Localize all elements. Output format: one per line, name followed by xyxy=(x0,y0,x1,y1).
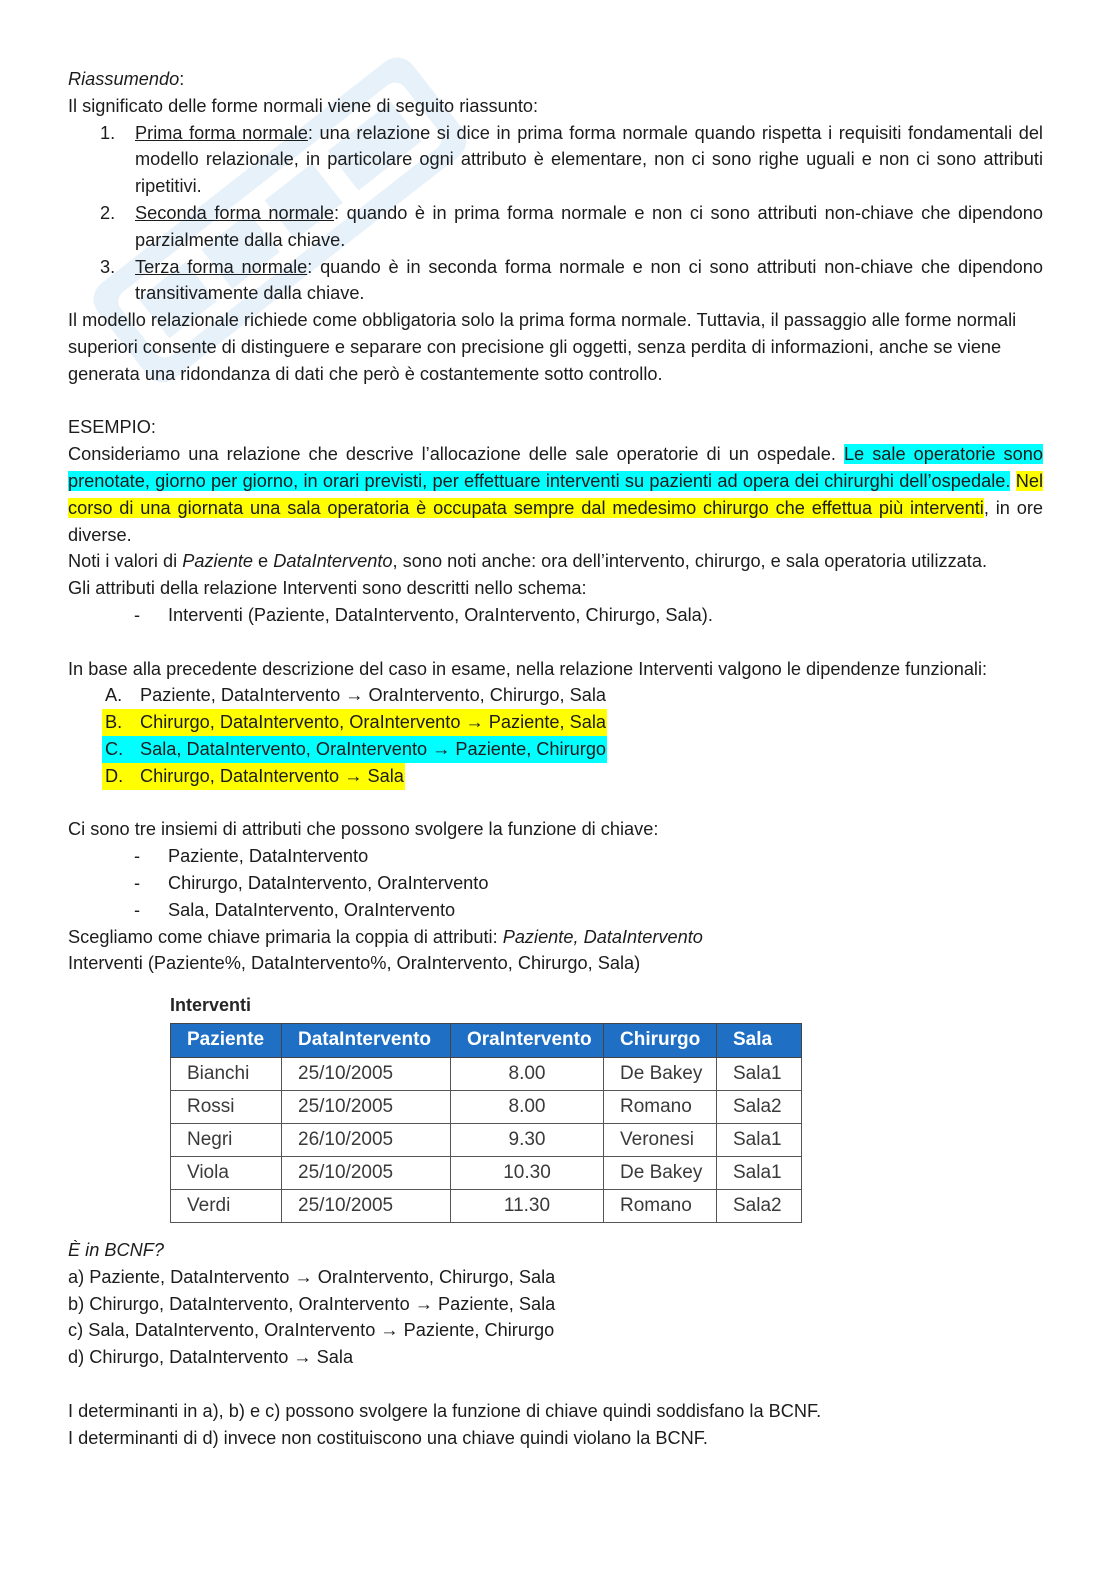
list-item xyxy=(68,736,1043,763)
keys-list xyxy=(68,843,1043,923)
form-name: Seconda forma normale xyxy=(135,202,335,223)
table-cell: 11.30 xyxy=(451,1190,604,1223)
column-header: Sala xyxy=(717,1024,802,1058)
table-row xyxy=(171,1190,802,1223)
bcnf-question: È in BCNF? xyxy=(68,1240,165,1261)
table-row xyxy=(171,1058,802,1091)
schema-list xyxy=(68,602,1043,629)
table-cell: 10.30 xyxy=(451,1157,604,1190)
example-heading: ESEMPIO: xyxy=(68,417,156,438)
table-row xyxy=(171,1091,802,1124)
table-cell: Veronesi xyxy=(604,1124,717,1157)
bcnf-item: c) Sala, DataIntervento, OraIntervento → Paziente, Chirurgo xyxy=(68,1320,555,1341)
table-cell: 25/10/2005 xyxy=(282,1091,451,1124)
table-cell: Sala1 xyxy=(717,1157,802,1190)
table-cell: Verdi xyxy=(171,1190,282,1223)
normal-forms-list xyxy=(68,120,1043,308)
table-cell: 25/10/2005 xyxy=(282,1190,451,1223)
yellow-highlight: D. Chirurgo, DataIntervento → Sala xyxy=(102,763,405,790)
table-row xyxy=(171,1157,802,1190)
table-cell: 25/10/2005 xyxy=(282,1157,451,1190)
column-header: OraIntervento xyxy=(451,1024,604,1058)
list-item: - Sala, DataIntervento, OraIntervento xyxy=(134,899,456,920)
table-row xyxy=(171,1124,802,1157)
column-header: DataIntervento xyxy=(282,1024,451,1058)
example-description: Consideriamo una relazione che descrive l’allocazione delle sale operatorie di un ospedale. Le sale operatorie sono prenotate, giorno per giorno, in orari previsti, per effettuare interventi su pazienti ad opera dei chirurghi dell’ospedale. Nel corso di una giornata una sala operatoria è occupata sempre dal medesimo chirurgo che effettua più interventi, in ore diverse. xyxy=(68,444,1043,545)
list-item: A. Paziente, DataIntervento → OraIntervento, Chirurgo, Sala xyxy=(105,685,607,706)
yellow-highlight: B. Chirurgo, DataIntervento, OraIntervento → Paziente, Sala xyxy=(102,709,607,736)
table-cell: 9.30 xyxy=(451,1124,604,1157)
list-item xyxy=(68,763,1043,790)
column-header: Paziente xyxy=(171,1024,282,1058)
table-cell: 8.00 xyxy=(451,1058,604,1091)
list-item: 2. Seconda forma normale: quando è in prima forma normale e non ci sono attributi non-chiave che dipendono parzialmente dalla chiave. xyxy=(100,202,1043,250)
list-item: 1. Prima forma normale: una relazione si dice in prima forma normale quando rispetta i requisiti fondamentali del modello relazionale, in particolare ogni attributo è elementare, non ci sono righe uguali e non ci sono attributi ripetitivi. xyxy=(100,122,1043,197)
table-cell: Sala1 xyxy=(717,1124,802,1157)
interventi-table xyxy=(170,1023,802,1223)
example-known-values: Noti i valori di Paziente e DataIntervento, sono noti anche: ora dell’intervento, chirurgo, e sala operatoria utilizzata. xyxy=(68,551,988,572)
list-item: - Paziente, DataIntervento xyxy=(134,846,369,867)
table-cell: De Bakey xyxy=(604,1058,717,1091)
example-schema-intro: Gli attributi della relazione Interventi sono descritti nello schema: xyxy=(68,578,587,599)
summary-conclusion: Il modello relazionale richiede come obbligatoria solo la prima forma normale. Tuttavia, il passaggio alle forme normali superiori consente di distinguere e separare con precisione gli oggetti, senza perdita di informazioni, anche se viene generata una ridondanza di dati che però è costantemente sotto controllo. xyxy=(68,310,1017,384)
table-cell: Rossi xyxy=(171,1091,282,1124)
table-cell: 26/10/2005 xyxy=(282,1124,451,1157)
yellow-highlight: Nel corso di una giornata una sala operatoria è occupata sempre dal medesimo chirurgo che effettua più interventi xyxy=(68,470,1043,518)
list-item xyxy=(68,709,1043,736)
table-cell: Negri xyxy=(171,1124,282,1157)
bcnf-item: a) Paziente, DataIntervento → OraIntervento, Chirurgo, Sala xyxy=(68,1266,556,1287)
form-name: Prima forma normale xyxy=(135,122,308,143)
list-item: - Chirurgo, DataIntervento, OraIntervento xyxy=(134,872,489,893)
table-cell: Romano xyxy=(604,1190,717,1223)
table-cell: Romano xyxy=(604,1091,717,1124)
form-name: Terza forma normale xyxy=(135,256,308,277)
table-title: Interventi xyxy=(170,995,252,1016)
summary-intro: Il significato delle forme normali viene di seguito riassunto: xyxy=(68,95,539,116)
dependencies-intro: In base alla precedente descrizione del caso in esame, nella relazione Interventi valgono le dipendenze funzionali: xyxy=(68,658,988,679)
table-cell: Sala2 xyxy=(717,1091,802,1124)
table-cell: 25/10/2005 xyxy=(282,1058,451,1091)
column-header: Chirurgo xyxy=(604,1024,717,1058)
keys-intro: Ci sono tre insiemi di attributi che possono svolgere la funzione di chiave: xyxy=(68,819,659,840)
table-cell: De Bakey xyxy=(604,1157,717,1190)
list-item: 3. Terza forma normale: quando è in seconda forma normale e non ci sono attributi non-chiave che dipendono transitivamente dalla chiave. xyxy=(100,256,1044,304)
dependencies-list xyxy=(68,682,1043,789)
cyan-highlight: C. Sala, DataIntervento, OraIntervento → Paziente, Chirurgo xyxy=(102,736,607,763)
bcnf-item: d) Chirurgo, DataIntervento → Sala xyxy=(68,1347,354,1368)
interventi-table-figure xyxy=(170,993,802,1223)
summary-heading: Riassumendo: xyxy=(68,69,185,89)
relation-schema: Interventi (Paziente%, DataIntervento%, OraIntervento, Chirurgo, Sala) xyxy=(68,953,641,974)
table-cell: 8.00 xyxy=(451,1091,604,1124)
table-cell: Sala1 xyxy=(717,1058,802,1091)
cyan-highlight: Le sale operatorie sono prenotate, giorno per giorno, in orari previsti, per effettuare interventi su pazienti ad opera dei chirurghi dell’ospedale. xyxy=(68,444,1043,491)
list-item: - Interventi (Paziente, DataIntervento, OraIntervento, Chirurgo, Sala). xyxy=(134,604,713,625)
primary-key-choice: Scegliamo come chiave primaria la coppia di attributi: Paziente, DataIntervento xyxy=(68,926,703,947)
table-header-row xyxy=(171,1024,802,1058)
table-cell: Bianchi xyxy=(171,1058,282,1091)
bcnf-item: b) Chirurgo, DataIntervento, OraIntervento → Paziente, Sala xyxy=(68,1293,556,1314)
page-content xyxy=(68,66,1043,1451)
table-cell: Sala2 xyxy=(717,1190,802,1223)
bcnf-conclusion: I determinanti in a), b) e c) possono svolgere la funzione di chiave quindi soddisfano la BCNF. xyxy=(68,1400,822,1421)
table-cell: Viola xyxy=(171,1157,282,1190)
bcnf-conclusion: I determinanti di d) invece non costituiscono una chiave quindi violano la BCNF. xyxy=(68,1427,708,1448)
